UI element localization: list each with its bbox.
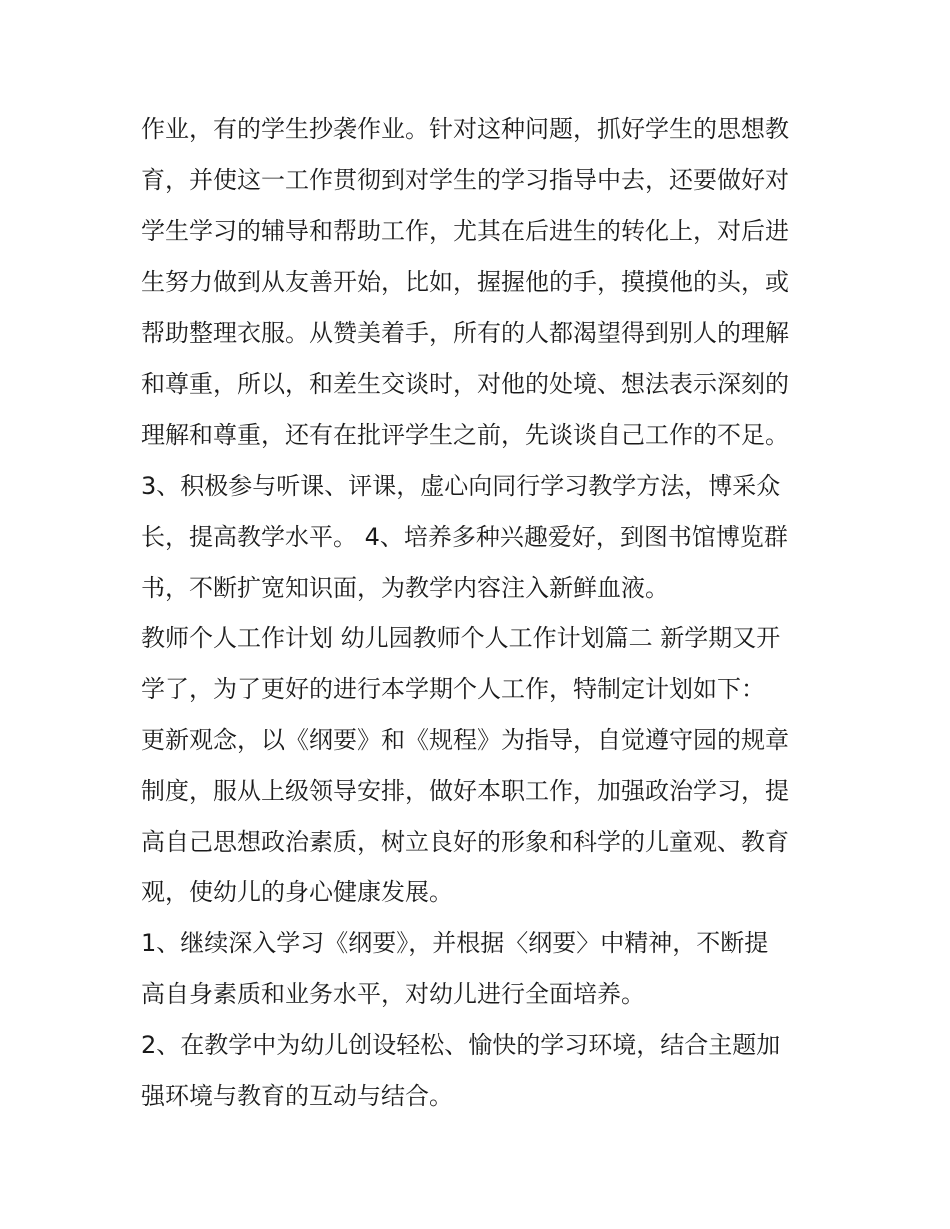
text-line-18: 高自身素质和业务水平，对幼儿进行全面培养。 (141, 980, 645, 1008)
text-line-19: 2、在教学中为幼儿创设轻松、愉快的学习环境，结合主题加 (141, 1031, 781, 1059)
text-line-13: 更新观念，以《纲要》和《规程》为指导，自觉遵守园的规章 (141, 726, 789, 754)
text-line-16: 观，使幼儿的身心健康发展。 (141, 878, 453, 906)
text-line-12: 学了，为了更好的进行本学期个人工作，特制定计划如下： (141, 675, 765, 703)
text-line-10: 书，不断扩宽知识面，为教学内容注入新鲜血液。 (141, 574, 669, 602)
text-line-11: 教师个人工作计划 幼儿园教师个人工作计划篇二 新学期又开 (141, 624, 781, 652)
text-line-5: 帮助整理衣服。从赞美着手，所有的人都渴望得到别人的理解 (141, 319, 789, 347)
text-line-1: 作业，有的学生抄袭作业。针对这种问题，抓好学生的思想教 (141, 115, 789, 143)
text-line-15: 高自己思想政治素质，树立良好的形象和科学的儿童观、教育 (141, 828, 789, 856)
text-line-6: 和尊重，所以，和差生交谈时，对他的处境、想法表示深刻的 (141, 370, 789, 398)
text-line-9: 长，提高教学水平。 4、培养多种兴趣爱好，到图书馆博览群 (141, 523, 788, 551)
text-line-14: 制度，服从上级领导安排，做好本职工作，加强政治学习，提 (141, 777, 789, 805)
text-line-20: 强环境与教育的互动与结合。 (141, 1082, 453, 1110)
text-line-7: 理解和尊重，还有在批评学生之前，先谈谈自己工作的不足。 (141, 421, 789, 449)
text-line-8: 3、积极参与听课、评课，虚心向同行学习教学方法，博采众 (141, 472, 781, 500)
text-line-17: 1、继续深入学习《纲要》，并根据〈纲要〉中精神，不断提 (141, 929, 769, 957)
text-line-2: 育，并使这一工作贯彻到对学生的学习指导中去，还要做好对 (141, 166, 789, 194)
text-line-4: 生努力做到从友善开始，比如，握握他的手，摸摸他的头，或 (141, 268, 789, 296)
text-line-3: 学生学习的辅导和帮助工作，尤其在后进生的转化上，对后进 (141, 217, 789, 245)
